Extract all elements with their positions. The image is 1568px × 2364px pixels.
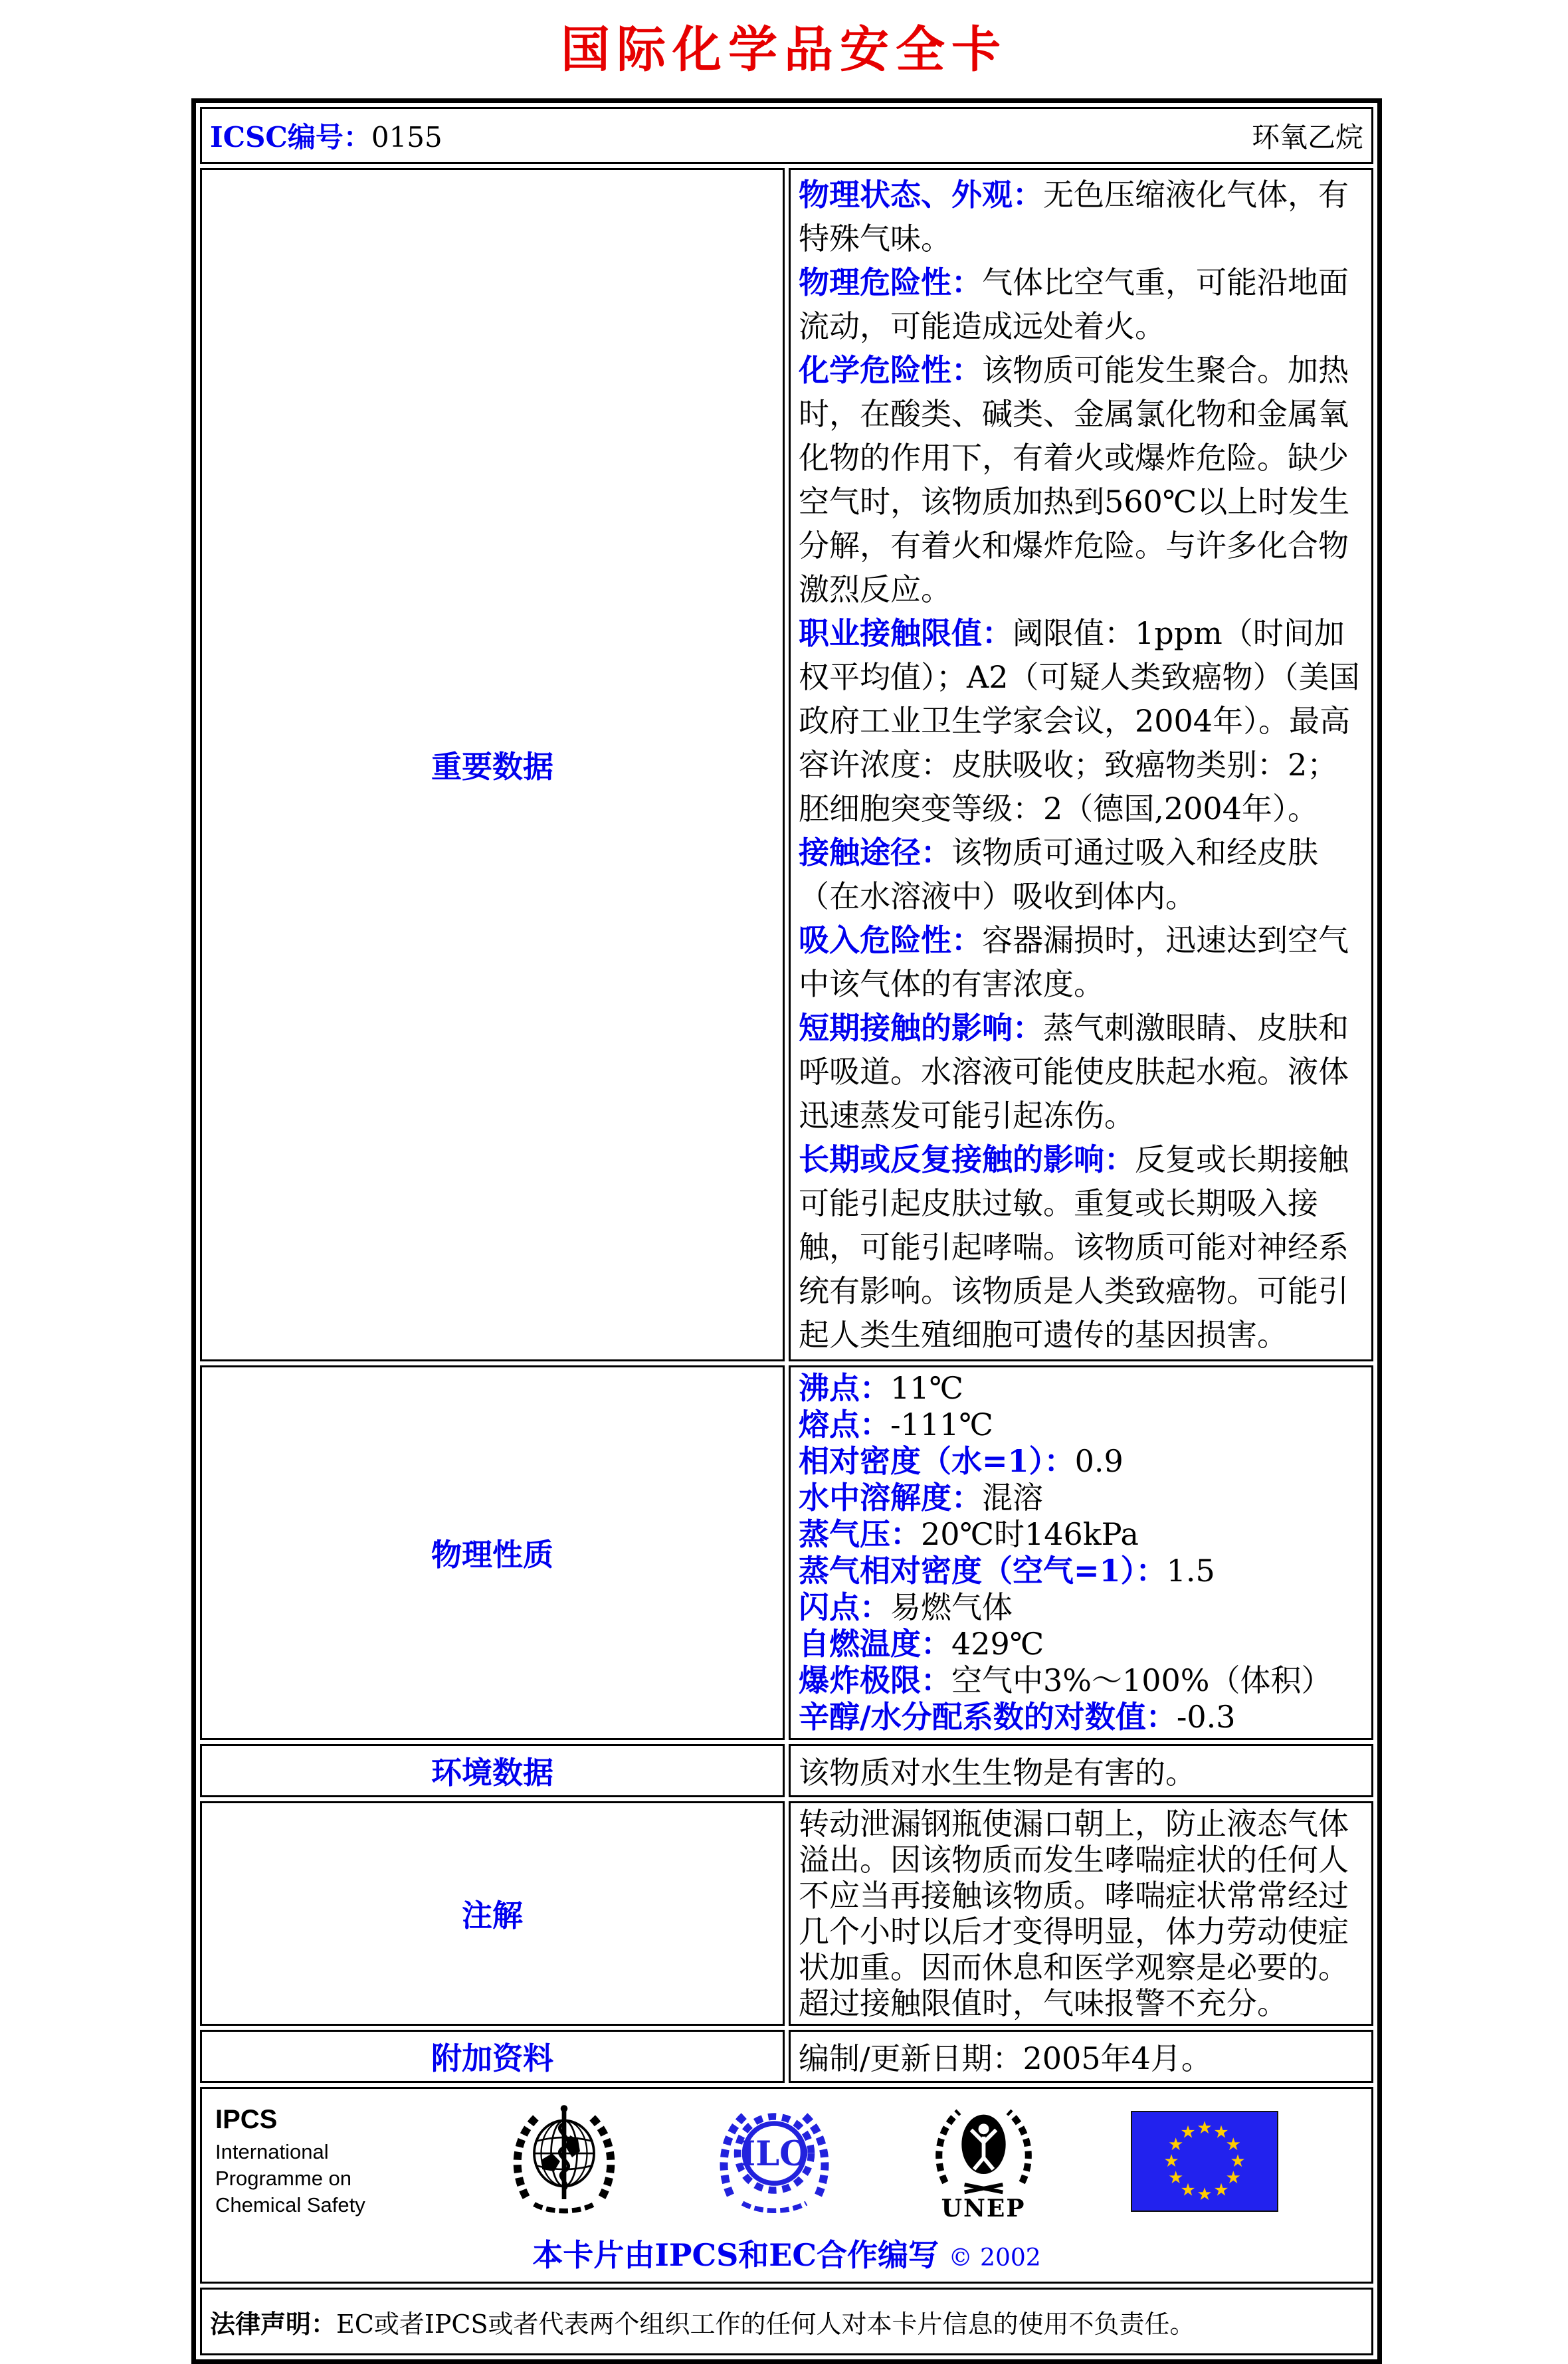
important-data-content: [789, 168, 1373, 1361]
row-important-data: [200, 168, 1373, 1361]
additional-info-content: [789, 2030, 1373, 2083]
important-item: [799, 611, 1363, 831]
item-label: 自燃温度：: [799, 1626, 951, 1662]
item-text: 空气中3%～100%（体积）: [951, 1662, 1332, 1698]
icsc-number-label: ICSC编号：: [210, 121, 371, 153]
item-text: 容器漏损时，迅速达到空气中该气体的有害浓度。: [799, 922, 1349, 1002]
important-item: [799, 348, 1363, 611]
item-label: 熔点：: [799, 1407, 890, 1442]
physical-item: [799, 1443, 1363, 1480]
ipcs-subtitle-line: Chemical Safety: [215, 2193, 365, 2216]
row-notes: [200, 1801, 1373, 2026]
item-label: 水中溶解度：: [799, 1480, 982, 1516]
page-title: 国际化学品安全卡: [561, 21, 1007, 78]
row-label-additional-info: 附加资料: [200, 2030, 785, 2083]
environment-text: 该物质对水生生物是有害的。: [799, 1755, 1196, 1791]
physical-item: [799, 1407, 1363, 1443]
additional-info-text: 编制/更新日期：2005年4月。: [799, 2040, 1212, 2076]
item-label: 相对密度（水=1）：: [799, 1443, 1075, 1479]
footer-caption-text: 本卡片由IPCS和EC合作编写: [532, 2237, 939, 2273]
environmental-data-content: [789, 1744, 1373, 1797]
logos-cell: [200, 2087, 1373, 2284]
row-label-important-data: 重要数据: [200, 168, 785, 1361]
row-logos: [200, 2087, 1373, 2284]
item-label: 辛醇/水分配系数的对数值：: [799, 1699, 1177, 1735]
header-row: [200, 107, 1373, 164]
logo-strip: [215, 2098, 1358, 2224]
important-item: [799, 1137, 1363, 1357]
row-physical-properties: [200, 1365, 1373, 1740]
eu-flag-icon: [1131, 2111, 1278, 2212]
item-text: 蒸气刺激眼睛、皮肤和呼吸道。水溶液可能使皮肤起水疱。液体迅速蒸发可能引起冻伤。: [799, 1010, 1349, 1133]
item-label: 吸入危险性：: [799, 922, 982, 958]
ilo-logo-icon: [713, 2102, 836, 2221]
item-label: 职业接触限值：: [799, 615, 1013, 651]
important-item: [799, 1006, 1363, 1137]
item-label: 接触途径：: [799, 835, 951, 870]
icsc-number-group: [210, 116, 442, 155]
item-label: 沸点：: [799, 1370, 890, 1406]
item-label: 闪点：: [799, 1589, 890, 1625]
row-label-physical-properties: 物理性质: [200, 1365, 785, 1740]
item-text: 该物质可能发生聚合。加热时，在酸类、碱类、金属氯化物和金属氧化物的作用下，有着火或爆炸危险。缺少空气时，该物质加热到560℃以上时发生分解，有着火和爆炸危险。与许多化合物激烈反应。: [799, 352, 1350, 607]
item-text: 易燃气体: [890, 1589, 1013, 1625]
important-item: [799, 918, 1363, 1006]
item-text: 该物质可通过吸入和经皮肤（在水溶液中）吸收到体内。: [799, 835, 1318, 914]
header-cell: [200, 107, 1373, 164]
physical-item: [799, 1626, 1363, 1662]
item-label: 长期或反复接触的影响：: [799, 1141, 1135, 1177]
item-label: 蒸气相对密度（空气=1）：: [799, 1553, 1167, 1589]
unep-wordmark: UNEP: [941, 2195, 1026, 2222]
physical-item: [799, 1480, 1363, 1516]
physical-item: [799, 1589, 1363, 1626]
item-text: 气体比空气重，可能沿地面流动，可能造成远处着火。: [799, 264, 1349, 344]
item-label: 物理危险性：: [799, 264, 982, 300]
item-text: 无色压缩液化气体，有特殊气味。: [799, 177, 1349, 256]
item-text: 1.5: [1166, 1553, 1215, 1589]
item-text: 11℃: [890, 1370, 963, 1406]
item-label: 化学危险性：: [799, 352, 982, 388]
item-text: 429℃: [951, 1626, 1044, 1662]
legal-notice-text: EC或者IPCS或者代表两个组织工作的任何人对本卡片信息的使用不负责任。: [336, 2309, 1195, 2339]
ipcs-block: [215, 2105, 415, 2218]
copyright-text: © 2002: [948, 2244, 1041, 2272]
item-text: -111℃: [890, 1407, 993, 1442]
icsc-number-value: 0155: [371, 121, 442, 153]
row-label-environmental-data: 环境数据: [200, 1744, 785, 1797]
important-item: [799, 173, 1363, 260]
item-label: 物理状态、外观：: [799, 177, 1043, 213]
legal-notice-cell: [200, 2288, 1373, 2355]
physical-item: [799, 1516, 1363, 1553]
legal-notice-label: 法律声明：: [210, 2308, 337, 2339]
footer-caption: [215, 2231, 1358, 2275]
unep-logo-icon: [926, 2100, 1042, 2222]
ipcs-subtitle-line: Programme on: [215, 2166, 352, 2190]
row-label-notes: 注解: [200, 1801, 785, 2026]
notes-content: [789, 1801, 1373, 2026]
item-text: 混溶: [982, 1480, 1043, 1516]
ipcs-title: IPCS: [215, 2104, 278, 2134]
physical-item: [799, 1662, 1363, 1699]
physical-item: [799, 1370, 1363, 1407]
item-text: -0.3: [1176, 1699, 1236, 1735]
item-text: 阈限值：1ppm（时间加权平均值）；A2（可疑人类致癌物）（美国政府工业卫生学家会议，2004年）。最高容许浓度：皮肤吸收；致癌物类别：2；胚细胞突变等级：2（德国,2004年）。: [799, 615, 1360, 827]
notes-text: 转动泄漏钢瓶使漏口朝上，防止液态气体溢出。因该物质而发生哮喘症状的任何人不应当再接触该物质。哮喘症状常常经过几个小时以后才变得明显，体力劳动使症状加重。因而休息和医学观察是必要的。超过接触限值时，气味报警不充分。: [799, 1806, 1349, 2021]
physical-item: [799, 1699, 1363, 1735]
row-additional-info: [200, 2030, 1373, 2083]
chemical-name: 环氧乙烷: [1251, 121, 1363, 153]
item-text: 20℃时146kPa: [921, 1516, 1139, 1552]
row-legal-notice: [200, 2288, 1373, 2355]
icsc-card-table: [191, 98, 1382, 2364]
important-item: [799, 260, 1363, 348]
svg-text:ILO: ILO: [739, 2134, 809, 2174]
ipcs-subtitle-line: International: [215, 2139, 329, 2163]
item-label: 短期接触的影响：: [799, 1010, 1043, 1046]
item-label: 蒸气压：: [799, 1516, 921, 1552]
item-label: 爆炸极限：: [799, 1662, 951, 1698]
physical-properties-content: [789, 1365, 1373, 1740]
physical-item: [799, 1553, 1363, 1589]
row-environmental-data: [200, 1744, 1373, 1797]
item-text: 反复或长期接触可能引起皮肤过敏。重复或长期吸入接触，可能引起哮喘。该物质可能对神经系统有影响。该物质是人类致癌物。可能引起人类生殖细胞可遗传的基因损害。: [799, 1141, 1349, 1353]
who-logo-icon: [504, 2102, 624, 2221]
important-item: [799, 831, 1363, 918]
item-text: 0.9: [1074, 1443, 1124, 1479]
